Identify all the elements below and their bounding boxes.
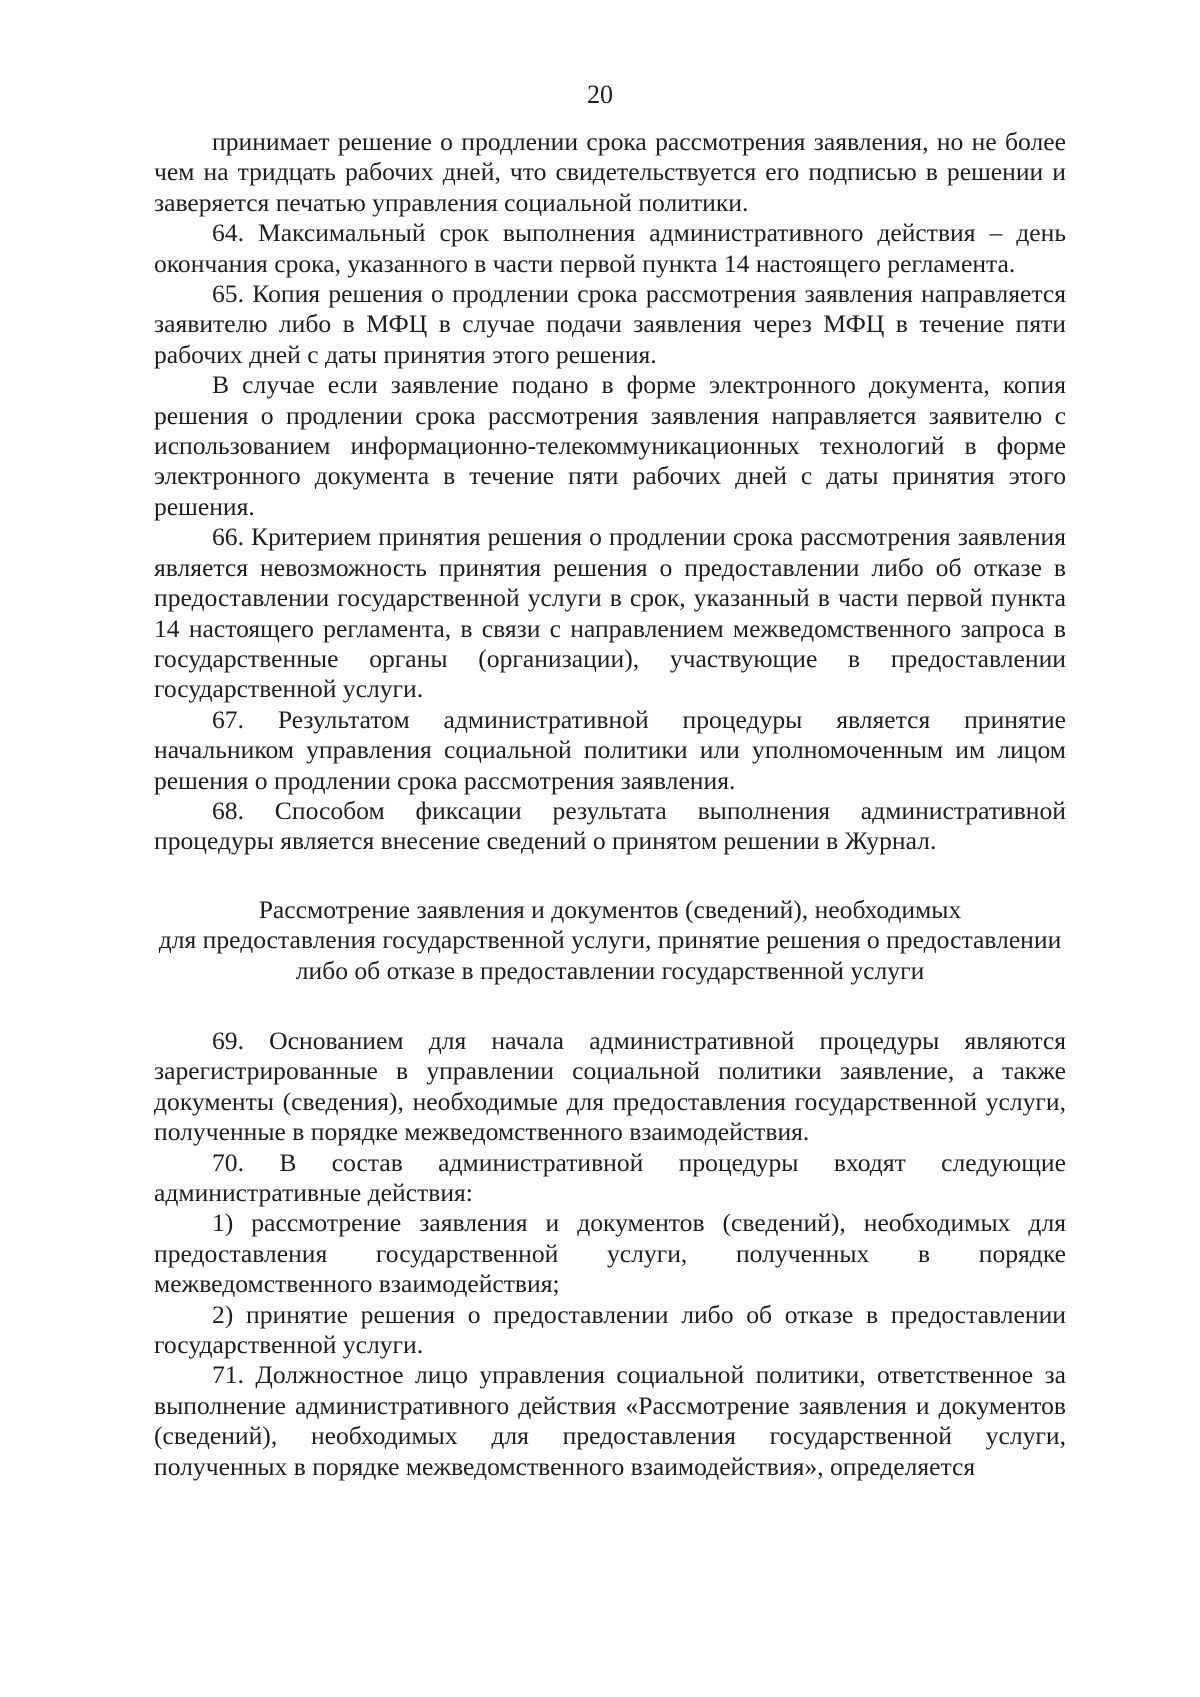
page-number: 20 xyxy=(587,80,613,109)
paragraph-65: 65. Копия решения о продлении срока рассмотрения заявления направляется заявителю либо в МФЦ в случае подачи заявления через МФЦ в течение пяти рабочих дней с даты принятия этого решения. xyxy=(154,279,1066,369)
paragraph-69: 69. Основанием для начала административной процедуры являются зарегистрированные в управлении социальной политики заявление, а также документы (сведения), необходимые для предоставления государственной услуги, полученные в порядке межведомственного взаимодействия. xyxy=(154,1025,1066,1147)
paragraph-64: 64. Максимальный срок выполнения административного действия – день окончания срока, указанного в части первой пункта 14 настоящего регламента. xyxy=(154,218,1066,278)
paragraph-continuation: принимает решение о продлении срока рассмотрения заявления, но не более чем на тридцать рабочих дней, что свидетельствуется его подписью в решении и заверяется печатью управления социальной политики. xyxy=(154,127,1066,217)
paragraph-68: 68. Способом фиксации результата выполнения административной процедуры является внесение сведений о принятом решении в Журнал. xyxy=(154,795,1066,856)
section-heading-line-3: либо об отказе в предоставлении государственной услуги xyxy=(295,955,925,985)
paragraph-66: 66. Критерием принятия решения о продлении срока рассмотрения заявления является невозможность принятия решения о предоставлении либо об отказе в предоставлении государственной услуги в срок, указанный в части первой пункта 14 настоящего регламента, в связи с направлением межведомственного запроса в государственные органы (организации), участвующие в предоставлении государственной услуги. xyxy=(154,522,1066,704)
document-body xyxy=(154,127,1066,1482)
paragraph-70: 70. В состав административной процедуры входят следующие административные действия: xyxy=(154,1147,1066,1207)
paragraph-70-item-1: 1) рассмотрение заявления и документов (сведений), необходимых для предоставления государственной услуги, полученных в порядке межведомственного взаимодействия; xyxy=(154,1208,1066,1299)
paragraph-71: 71. Должностное лицо управления социальной политики, ответственное за выполнение административного действия «Рассмотрение заявления и документов (сведений), необходимых для предоставления государственной услуги, полученных в порядке межведомственного взаимодействия», определяется xyxy=(154,1360,1066,1481)
section-heading-line-2: для предоставления государственной услуги, принятие решения о предоставлении xyxy=(158,925,1062,955)
paragraph-65-part-2: В случае если заявление подано в форме электронного документа, копия решения о продлении срока рассмотрения заявления направляется заявителю с использованием информационно-телекоммуникационных технологий в форме электронного документа в течение пяти рабочих дней с даты принятия этого решения. xyxy=(154,370,1066,521)
section-heading xyxy=(154,895,1066,986)
paragraph-70-item-2: 2) принятие решения о предоставлении либо об отказе в предоставлении государственной услуги. xyxy=(154,1299,1066,1360)
section-heading-line-1: Рассмотрение заявления и документов (сведений), необходимых xyxy=(258,894,962,924)
paragraph-67: 67. Результатом административной процедуры является принятие начальником управления социальной политики или уполномоченным им лицом решения о продлении срока рассмотрения заявления. xyxy=(154,704,1066,795)
